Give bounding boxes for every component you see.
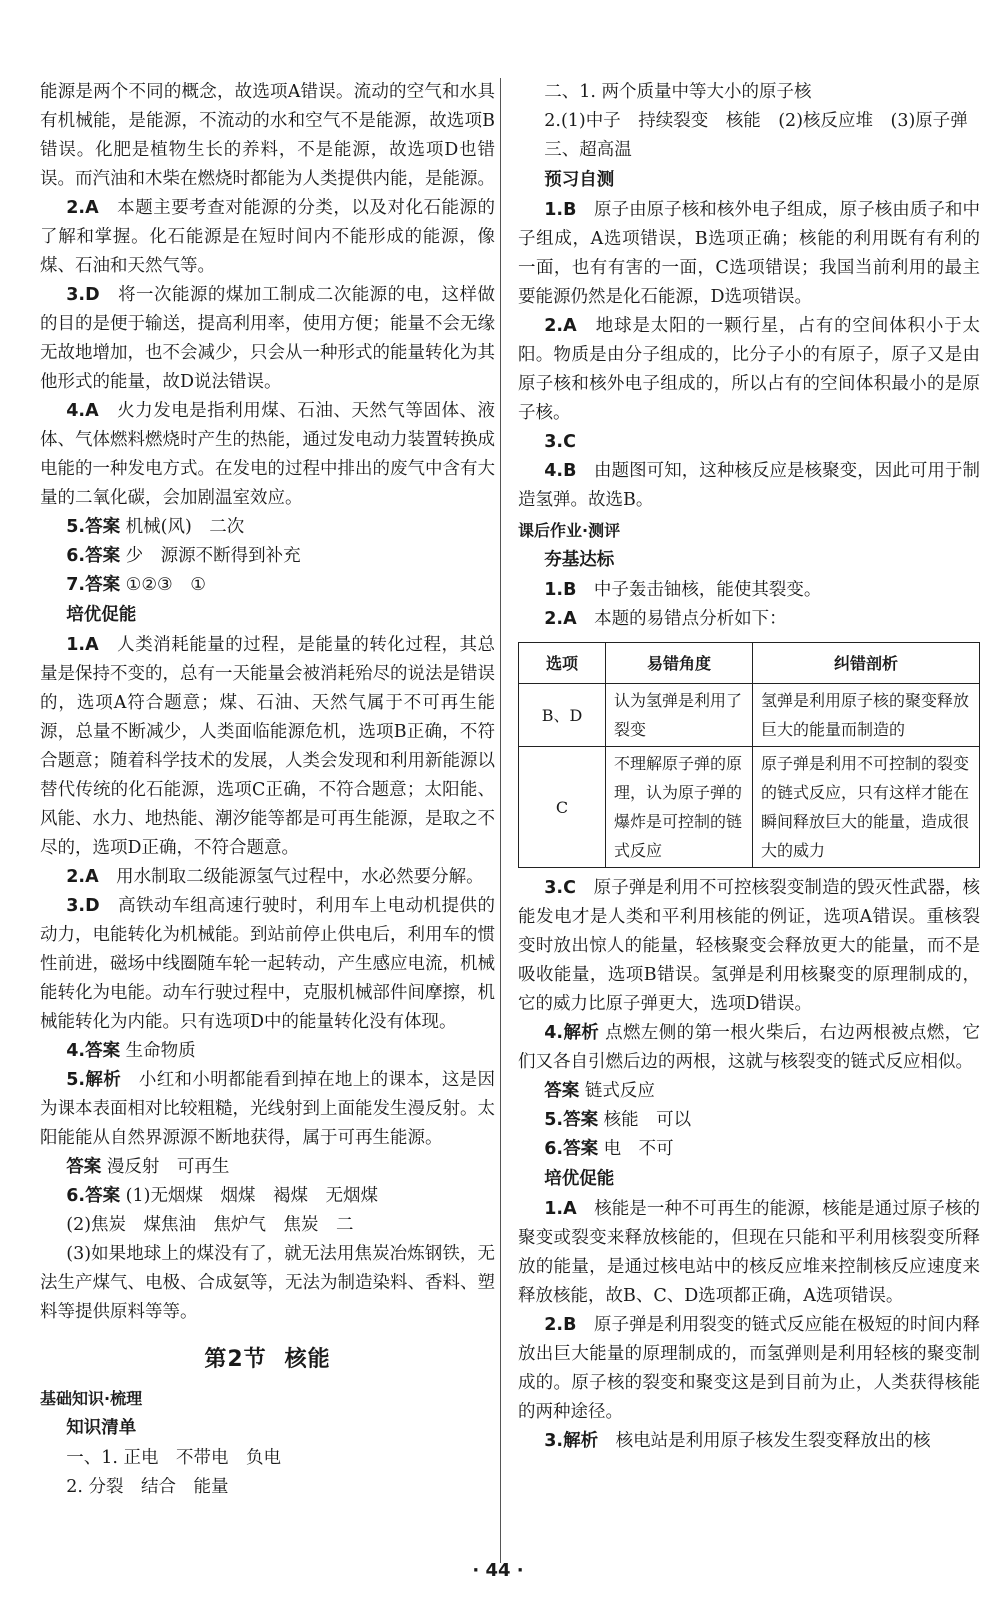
answer-item: 4.B 由题图可知，这种核反应是核聚变，因此可用于制造氢弹。故选B。 <box>518 461 980 510</box>
knowledge-item: 2. 分裂 结合 能量 <box>66 1477 229 1497</box>
table-row <box>519 684 980 747</box>
answer-item: 3.C 原子弹是利用不可控核裂变制造的毁灭性武器，核能发电才是人类和平利用核能的例证，选项A错误。重核裂变时放出惊人的能量，轻核聚变会释放更大的能量，而不是吸收能量，选项B错误。氢弹是利用核聚变的原理制成的，它的威力比原子弹更大，选项D错误。 <box>518 878 981 1014</box>
subheading-duoji: 夯基达标 <box>544 550 615 570</box>
answer-item: 2.A 用水制取二级能源氢气过程中，水必然要分解。 <box>66 867 484 887</box>
answer-item: 7.答案 ①②③ ① <box>66 575 206 595</box>
answer-item: 2.A 本题主要考查对能源的分类，以及对化石能源的了解和掌握。化石能源是在短时间内不能形成的能源，像煤、石油和天然气等。 <box>40 198 496 276</box>
column-divider <box>500 78 501 1563</box>
answer-item: 3.D 将一次能源的煤加工制成二次能源的电，这样做的目的是便于输送，提高利用率，使用方便；能量不会无缘无故地增加，也不会减少，只会从一种形式的能量转化为其他形式的能量，故D说法错误。 <box>40 285 496 392</box>
answer-item: (3)如果地球上的煤没有了，就无法用焦炭冶炼钢铁，无法生产煤气、电极、合成氨等，无法为制造染料、香料、塑料等提供原料等等。 <box>40 1244 495 1322</box>
answer-item: 2.A 本题的易错点分析如下： <box>544 609 787 629</box>
subheading-basic: 基础知识·梳理 <box>40 1389 143 1408</box>
subheading-yuxi: 预习自测 <box>544 170 615 190</box>
table-header-row <box>519 643 980 684</box>
table-row <box>519 747 980 868</box>
answer-item: 6.答案 少 源源不断得到补充 <box>66 546 301 566</box>
knowledge-item: 2.(1)中子 持续裂变 核能 (2)核反应堆 (3)原子弹 <box>544 111 968 131</box>
table-cell: 不理解原子弹的原理，认为原子弹的爆炸是可控制的链式反应 <box>606 747 753 868</box>
answer-item: 4.解析 点燃左侧的第一根火柴后，右边两根被点燃，它们又各自引燃后边的两根，这就与核裂变的链式反应相似。 <box>518 1023 980 1072</box>
table-header: 纠错剖析 <box>753 643 980 684</box>
answer-item: 1.A 核能是一种不可再生的能源，核能是通过原子核的聚变或裂变来释放核能的，但现在只能和平利用核裂变所释放的能量，是通过核电站中的核反应堆来控制核反应速度来释放核能，故B、C、D选项都正确，A选项错误。 <box>518 1199 981 1306</box>
knowledge-item: 三、超高温 <box>544 140 632 160</box>
answer-item: 答案 漫反射 可再生 <box>66 1157 230 1177</box>
answer-item: 答案 链式反应 <box>544 1081 655 1101</box>
table-cell: 原子弹是利用不可控制的裂变的链式反应，只有这样才能在瞬间释放巨大的能量，造成很大的威力 <box>753 747 980 868</box>
answer-item: 5.答案 核能 可以 <box>544 1110 692 1130</box>
answer-item: 3.D 高铁动车组高速行驶时，利用车上电动机提供的动力，电能转化为机械能。到站前停止供电后，利用车的惯性前进，磁场中线圈随车轮一起转动，产生感应电流，机械能转化为电能。动车行驶过程中，克服机械部件间摩擦，机械能转化为内能。只有选项D中的能量转化没有体现。 <box>40 896 496 1032</box>
paragraph: 能源是两个不同的概念，故选项A错误。流动的空气和水具有机械能，是能源，不流动的水和空气不是能源，故选项B错误。化肥是植物生长的养料，不是能源，故选项D也错误。而汽油和木柴在燃烧时都能为人类提供内能，是能源。 <box>40 82 495 189</box>
answer-item: 6.答案 (1)无烟煤 烟煤 褐煤 无烟煤 <box>66 1186 378 1206</box>
answer-item: 5.答案 机械(风) 二次 <box>66 517 245 537</box>
error-analysis-table <box>518 642 980 868</box>
knowledge-item: 一、1. 正电 不带电 负电 <box>66 1448 282 1468</box>
answer-item: 1.B 中子轰击铀核，能使其裂变。 <box>544 580 822 600</box>
answer-item: 3.解析 核电站是利用原子核发生裂变释放出的核 <box>544 1431 931 1451</box>
answer-item: 1.A 人类消耗能量的过程，是能量的转化过程，其总量是保持不变的，总有一天能量会被消耗殆尽的说法是错误的，选项A符合题意；煤、石油、天然气属于不可再生能源，总量不断减少，人类面临能源危机，选项B正确，不符合题意；随着科学技术的发展，人类会发现和利用新能源以替代传统的化石能源，选项C正确，不符合题意；太阳能、风能、水力、地热能、潮汐能等都是可再生能源，是取之不尽的，选项D正确，不符合题意。 <box>40 635 496 858</box>
answer-item: (2)焦炭 煤焦油 焦炉气 焦炭 二 <box>66 1215 354 1235</box>
knowledge-item: 二、1. 两个质量中等大小的原子核 <box>544 82 812 102</box>
answer-item: 2.B 原子弹是利用裂变的链式反应能在极短的时间内释放出巨大能量的原理制成的，而氢弹则是利用轻核的聚变制成的。原子核的裂变和聚变这是到目前为止，人类获得核能的两种途径。 <box>518 1315 980 1422</box>
table-header: 选项 <box>519 643 606 684</box>
table-cell: B、D <box>519 684 606 747</box>
subheading-peiyou: 培优促能 <box>544 1169 615 1189</box>
answer-item: 5.解析 小红和小明都能看到掉在地上的课本，这是因为课本表面相对比较粗糙，光线射到上面能发生漫反射。太阳能能从自然界源源不断地获得，属于可再生能源。 <box>40 1070 496 1148</box>
table-cell: 氢弹是利用原子核的聚变释放巨大的能量而制造的 <box>753 684 980 747</box>
answer-item: 4.答案 生命物质 <box>66 1041 196 1061</box>
answer-item: 6.答案 电 不可 <box>544 1139 674 1159</box>
subheading-homework: 课后作业·测评 <box>518 521 621 540</box>
table-header: 易错角度 <box>606 643 753 684</box>
subheading-qingdan: 知识清单 <box>66 1418 137 1438</box>
answer-item: 1.B 原子由原子核和核外电子组成，原子核由质子和中子组成，A选项错误，B选项正确；核能的利用既有有利的一面，也有有害的一面，C选项错误；我国当前利用的最主要能源仍然是化石能源，D选项错误。 <box>518 200 980 307</box>
right-column <box>518 78 980 1456</box>
left-column <box>40 78 495 1502</box>
page-number: · 44 · <box>472 1560 524 1581</box>
answer-item: 4.A 火力发电是指利用煤、石油、天然气等固体、液体、气体燃料燃烧时产生的热能，通过发电动力装置转换成电能的一种发电方式。在发电的过程中排出的废气中含有大量的二氧化碳，会加剧温室效应。 <box>40 401 496 508</box>
table-cell: C <box>519 747 606 868</box>
table-cell: 认为氢弹是利用了裂变 <box>606 684 753 747</box>
answer-item: 2.A 地球是太阳的一颗行星，占有的空间体积小于太阳。物质是由分子组成的，比分子小的有原子，原子又是由原子核和核外电子组成的，所以占有的空间体积最小的是原子核。 <box>518 316 980 423</box>
subheading-peiyou: 培优促能 <box>66 605 137 625</box>
section-title: 第2节 核能 <box>204 1347 331 1372</box>
answer-item: 3.C <box>544 432 576 452</box>
